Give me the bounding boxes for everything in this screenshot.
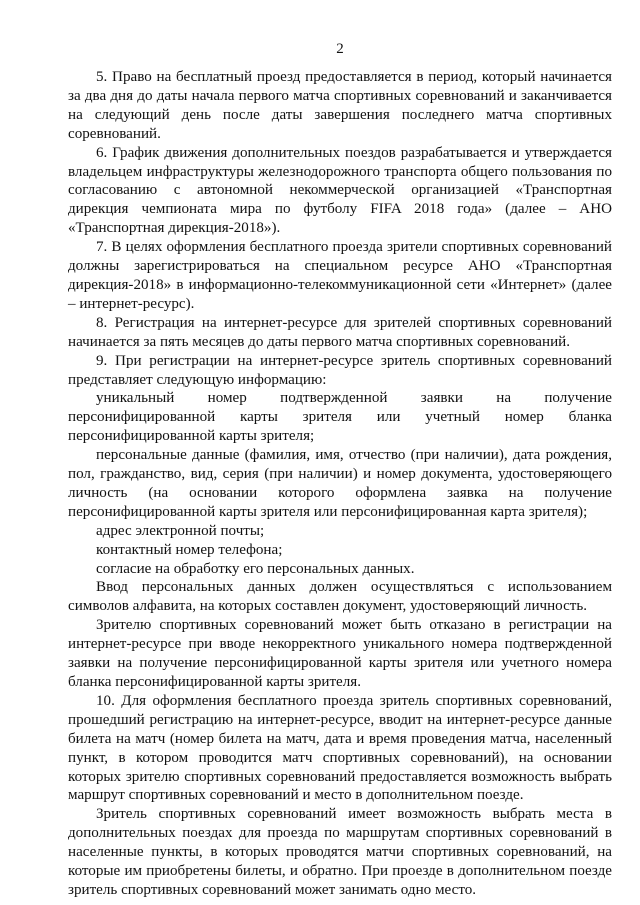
paragraph-5: 5. Право на бесплатный проезд предоставляется в период, который начинается за два дня до даты начала первого матча спортивных соревнований и заканчивается на следующий день после даты завершения последнего матча спортивных соревнований. (68, 69, 612, 142)
paragraph-10: 10. Для оформления бесплатного проезда зритель спортивных соревнований, прошедший регистрацию на интернет-ресурсе, вводит на интернет-ресурсе данные билета на матч (номер билета на матч, дата и время проведения матча, населенный пункт, в котором проводится матч спортивных соревнований), на основании которых зрителю спортивных соревнований предоставляется возможность выбрать маршрут спортивных соревнований и место в дополнительном поезде. (68, 692, 612, 804)
list-item-email: адрес электронной почты; (96, 522, 265, 539)
paragraph-7: 7. В целях оформления бесплатного проезда зрители спортивных соревнований должны зарегистрироваться на специальном ресурсе АНО «Транспортная дирекция-2018» в информационно-телекоммуникационной сети «Интернет» (далее – интернет-ресурс). (68, 239, 612, 312)
list-item-personal-data: персональные данные (фамилия, имя, отчество (при наличии), дата рождения, пол, гражданство, вид, серия (при наличии) и номер документа, удостоверяющего личность (на основании которого оформлена заявка на получение персонифицированной карты зрителя или персонифицированная карта зрителя); (68, 447, 612, 520)
document-page (68, 40, 612, 900)
paragraph-seat-choice: Зритель спортивных соревнований имеет возможность выбрать места в дополнительных поездах для проезда по маршрутам спортивных соревнований в населенные пункты, в которых проводятся матчи спортивных соревнований, на которые им приобретены билеты, и обратно. При проезде в дополнительном поезде зритель спортивных соревнований может занимать одно место. (68, 806, 612, 898)
paragraph-input-alphabet: Ввод персональных данных должен осуществляться с использованием символов алфавита, на которых составлен документ, удостоверяющий личность. (68, 579, 612, 615)
paragraph-8: 8. Регистрация на интернет-ресурсе для зрителей спортивных соревнований начинается за пять месяцев до даты первого матча спортивных соревнований. (68, 314, 612, 350)
paragraph-6: 6. График движения дополнительных поездов разрабатывается и утверждается владельцем инфраструктуры железнодорожного транспорта общего пользования по согласованию с автономной некоммерческой организацией «Транспортная дирекция чемпионата мира по футболу FIFA 2018 года» (далее – АНО «Транспортная дирекция-2018»). (68, 144, 612, 237)
paragraph-refusal: Зрителю спортивных соревнований может быть отказано в регистрации на интернет-ресурсе при вводе некорректного уникального номера подтвержденной заявки на получение персонифицированной карты зрителя или учетного номера бланка персонифицированной карты зрителя. (68, 617, 612, 690)
page-number: 2 (336, 41, 344, 57)
list-item-phone: контактный номер телефона; (96, 541, 283, 558)
list-item-unique-number: уникальный номер подтвержденной заявки на получение персонифицированной карты зрителя или учетный номер бланка персонифицированной карты зрителя; (68, 390, 612, 445)
list-item-consent: согласие на обработку его персональных данных. (96, 560, 415, 577)
paragraph-9: 9. При регистрации на интернет-ресурсе зритель спортивных соревнований представляет следующую информацию: (68, 352, 612, 388)
